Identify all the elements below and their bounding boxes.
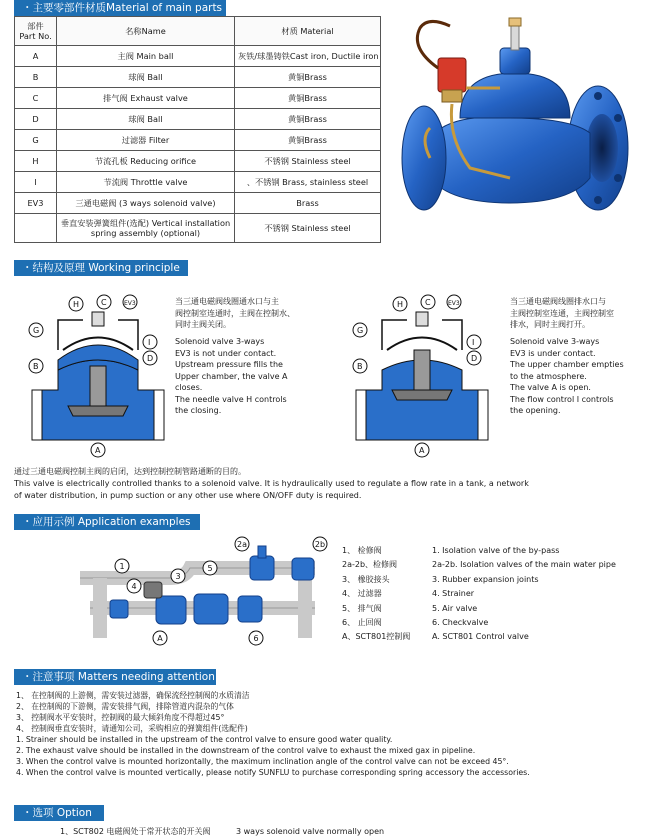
section-header-materials: ・主要零部件材质Material of main parts (14, 0, 226, 16)
application-legend-en-item: 5. Air valve (432, 603, 478, 613)
principle-right-en-line: Solenoid valve 3-ways (510, 337, 600, 346)
materials-cell-name: 节流孔板 Reducing orifice (57, 151, 235, 172)
application-tag-label: 6 (253, 634, 259, 643)
header-material: 材质 Material (235, 17, 381, 46)
materials-cell-part: C (15, 88, 57, 109)
principle-right-en-line: The flow control I controls (510, 394, 614, 404)
principle-left-en-line: EV3 is not under contact. (175, 348, 277, 358)
section-header-attention: ・注意事项 Matters needing attention (14, 669, 216, 685)
principle-left-cn-line: 同时主阀关闭。 (175, 320, 231, 329)
application-tag-label: A (157, 634, 163, 643)
materials-cell-part: A (15, 46, 57, 67)
materials-cell-material: 不锈钢 Stainless steel (235, 214, 381, 243)
diagram2-label-i: I (472, 338, 475, 347)
application-legend-en-item: 2a-2b. Isolation valves of the main water pipe (432, 560, 616, 570)
diagram2-label-b: B (357, 362, 363, 371)
diagram2-label-c: C (425, 298, 431, 307)
materials-cell-material: Brass (235, 193, 381, 214)
materials-cell-name: 节流阀 Throttle valve (57, 172, 235, 193)
principle-left-en (175, 336, 288, 417)
materials-cell-name: 球阀 Ball (57, 67, 235, 88)
application-legend-en-item: 3. Rubber expansion joints (432, 574, 539, 584)
attention-cn-line: 4、 控制阀垂直安装时，请通知公司，采购相应的弹簧组件(选配件) (16, 724, 248, 733)
principle-summary-cn: 通过三通电磁阀控制主阀的启闭，达到控制控制管路通断的目的。 (14, 467, 246, 476)
option-line-en: 3 ways solenoid valve normally open (236, 827, 385, 836)
materials-cell-material: 黄铜Brass (235, 67, 381, 88)
diagram-label-c: C (101, 298, 107, 307)
application-legend-en-item: A. SCT801 Control valve (432, 632, 529, 642)
application-tag-label: 2a (237, 540, 247, 549)
diagram-label-ev3: EV3 (124, 300, 136, 307)
materials-row (15, 151, 381, 172)
materials-cell-name: 三通电磁阀 (3 ways solenoid valve) (57, 193, 235, 214)
principle-right-en-line: The upper chamber empties (510, 360, 624, 369)
principle-right-en-line: The valve A is open. (510, 383, 591, 392)
principle-right-en-line: EV3 is under contact. (510, 348, 596, 358)
materials-cell-material: 不锈钢 Stainless steel (235, 151, 381, 172)
application-legend-en-item: 6. Checkvalve (432, 618, 489, 628)
header-name: 名称Name (57, 17, 235, 46)
attention-en-line: 3. When the control valve is mounted horizontally, the maximum inclination angle of the control valve can not be exceed 45°. (16, 757, 509, 766)
principle-diagram-open (352, 290, 492, 462)
materials-cell-part: EV3 (15, 193, 57, 214)
principle-summary-en-line: This valve is electrically controlled thanks to a solenoid valve. It is hydraulically used to regulate a flow rate in a tank, a network (14, 479, 529, 488)
diagram2-label-ev3: EV3 (448, 300, 460, 307)
materials-cell-part: I (15, 172, 57, 193)
header-part-no: 部件 Part No. (15, 17, 57, 46)
application-tag-label: 2b (314, 540, 326, 549)
materials-row (15, 130, 381, 151)
application-tag-label: 4 (131, 582, 137, 591)
materials-cell-name: 排气阀 Exhaust valve (57, 88, 235, 109)
principle-left-en-line: Solenoid valve 3-ways (175, 337, 265, 346)
materials-row (15, 172, 381, 193)
materials-row (15, 109, 381, 130)
application-legend-cn-item: 4、 过滤器 (342, 589, 382, 599)
principle-left-en-line: The needle valve H controls (175, 394, 287, 404)
materials-cell-name: 垂直安装弹簧组件(选配) Vertical installation spring assembly (optional) (57, 214, 235, 243)
materials-table-header (15, 17, 381, 46)
principle-left-en-line: Upper chamber, the valve A (175, 371, 288, 381)
materials-row (15, 193, 381, 214)
materials-row (15, 46, 381, 67)
application-legend-cn-item: 3、 橡胶接头 (342, 574, 390, 584)
diagram2-label-g: G (357, 326, 364, 335)
diagram2-label-a: A (419, 446, 425, 455)
materials-cell-material: 、不锈钢 Brass, stainless steel (235, 172, 381, 193)
principle-left-cn-line: 当三通电磁阀线圈通水口与主 (175, 297, 279, 306)
materials-cell-part: D (15, 109, 57, 130)
principle-left-cn (175, 296, 295, 331)
principle-right-cn-line: 主阀控制室连通，主阀控制室 (510, 308, 614, 318)
attention-en-line: 1. Strainer should be installed in the upstream of the control valve to ensure good water quality. (16, 735, 393, 744)
diagram-label-i: I (148, 338, 151, 347)
principle-left-en-line: closes. (175, 383, 203, 392)
materials-row (15, 214, 381, 243)
principle-right-cn-line: 当三通电磁阀线圈排水口与 (510, 297, 606, 306)
materials-cell-name: 主阀 Main ball (57, 46, 235, 67)
attention-cn-line: 1、 在控制阀的上游侧，需安装过滤器，确保流经控制阀的水质清洁 (16, 691, 250, 700)
application-legend-en-item: 1. Isolation valve of the by-pass (432, 546, 560, 555)
principle-right-cn-line: 排水，同时主阀打开。 (510, 320, 590, 329)
application-legend-en-item: 4. Strainer (432, 589, 475, 599)
diagram-label-h: H (73, 300, 80, 309)
principle-right-en-line: to the atmosphere. (510, 371, 587, 381)
diagram-label-b: B (33, 362, 39, 371)
attention-en-line: 4. When the control valve is mounted vertically, please notify SUNFLU to purchase corresponding spring accessory the accessories. (16, 768, 530, 777)
materials-cell-part: B (15, 67, 57, 88)
principle-right-en (510, 336, 624, 417)
materials-cell-part: H (15, 151, 57, 172)
application-legend-cn-item: 5、 排气阀 (342, 603, 382, 613)
diagram-label-a: A (95, 446, 101, 455)
attention-notes (16, 690, 530, 778)
application-legend-en (432, 544, 616, 645)
attention-cn-line: 3、 控制阀水平安装时，控制阀的最大倾斜角度不得超过45° (16, 713, 225, 722)
application-legend-cn-item: A、SCT801控制阀 (342, 632, 411, 642)
option-line-cn: 1、SCT802 电磁阀处于常开状态的开关阀 (60, 827, 211, 836)
materials-row (15, 67, 381, 88)
diagram-label-g: G (33, 326, 40, 335)
principle-diagram-closed (28, 290, 168, 462)
materials-cell-part: G (15, 130, 57, 151)
principle-left-cn-line: 阀控制室连通时，主阀在控制水、 (175, 308, 295, 318)
principle-summary-en (14, 478, 529, 501)
section-header-option: ・选项 Option (14, 805, 104, 821)
diagram2-label-h: H (397, 300, 404, 309)
principle-right-en-line: the opening. (510, 406, 561, 415)
application-tag-label: 3 (175, 572, 181, 581)
application-tag-label: 5 (207, 564, 213, 573)
materials-table (14, 16, 381, 243)
principle-right-cn (510, 296, 614, 331)
application-legend-cn-item: 6、 止回阀 (342, 618, 382, 628)
principle-left-en-line: Upstream pressure fills the (175, 360, 283, 369)
application-tag-label: 1 (119, 562, 125, 571)
application-legend-cn-item: 1、 检修阀 (342, 546, 382, 555)
attention-en-line: 2. The exhaust valve should be installed in the downstream of the control valve to exhaust the mixed gax in pipeline. (16, 746, 476, 755)
diagram2-label-d: D (471, 354, 478, 363)
principle-left-en-line: the closing. (175, 406, 222, 415)
materials-cell-part (15, 214, 57, 243)
materials-cell-material: 黄铜Brass (235, 130, 381, 151)
materials-cell-material: 黄铜Brass (235, 88, 381, 109)
materials-cell-material: 黄铜Brass (235, 109, 381, 130)
application-legend-cn (342, 544, 410, 645)
principle-summary-en-line: of water distribution, in pump suction or any other use where ON/OFF duty is required. (14, 490, 362, 500)
materials-row (15, 88, 381, 109)
valve-product-image (390, 18, 640, 230)
diagram-label-d: D (147, 354, 154, 363)
section-header-principle: ・结构及原理 Working principle (14, 260, 188, 276)
application-legend-cn-item: 2a-2b、检修阀 (342, 560, 398, 570)
materials-cell-name: 球阀 Ball (57, 109, 235, 130)
section-header-application: ・应用示例 Application examples (14, 514, 200, 530)
attention-cn-line: 2、 在控制阀的下游侧，需安装排气阀，排除管道内混杂的气体 (16, 702, 234, 711)
application-diagram (60, 538, 335, 658)
materials-cell-material: 灰铁/球墨铸铁Cast iron, Ductile iron (235, 46, 381, 67)
materials-cell-name: 过滤器 Filter (57, 130, 235, 151)
